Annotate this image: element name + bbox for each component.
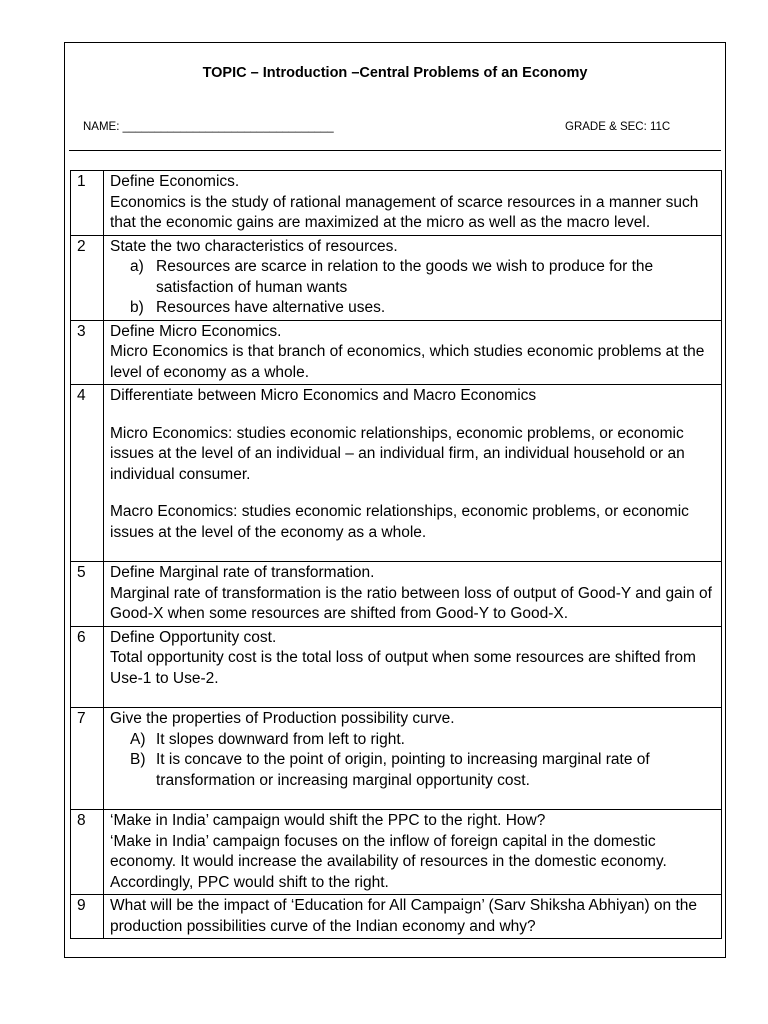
list-marker: b) xyxy=(130,299,144,316)
list-item xyxy=(110,730,715,751)
list-item-text: Resources have alternative uses. xyxy=(156,299,386,316)
question-text: Define Opportunity cost. xyxy=(110,628,277,646)
question-text: What will be the impact of ‘Education for All Campaign’ (Sarv Shiksha Abhiyan) on the production possibilities curve of the Indian economy and why? xyxy=(110,897,698,935)
question-cell xyxy=(104,171,722,236)
question-text: Define Economics. xyxy=(110,173,240,190)
question-number: 8 xyxy=(71,810,104,895)
worksheet-title: TOPIC – Introduction –Central Problems of an Economy xyxy=(202,65,588,81)
questions-table xyxy=(70,170,722,939)
list-item-text: It slopes downward from left to right. xyxy=(156,730,405,748)
list-item xyxy=(110,257,715,298)
question-text: ‘Make in India’ campaign would shift the PPC to the right. How? xyxy=(110,812,546,829)
answer-text: Economics is the study of rational management of scarce resources in a manner such that the economic gains are maximized at the micro as well as the macro level. xyxy=(110,193,699,231)
question-text: Give the properties of Production possibility curve. xyxy=(110,710,455,727)
micro-economics-answer: Micro Economics: studies economic relationships, economic problems, or economic issues at the level of an individual – an individual firm, an individual household or an individual consumer. xyxy=(110,424,685,483)
question-number: 3 xyxy=(71,320,104,385)
list-item xyxy=(110,750,715,791)
question-number: 1 xyxy=(71,171,104,236)
question-text: Differentiate between Micro Economics and Macro Economics xyxy=(110,387,537,404)
answer-text: Micro Economics is that branch of economics, which studies economic problems at the level of economy as a whole. xyxy=(110,343,705,381)
table-row xyxy=(71,895,722,939)
question-cell xyxy=(104,235,722,320)
table-row xyxy=(71,708,722,810)
answer-text: Marginal rate of transformation is the ratio between loss of output of Good-Y and gain of Good-X when some resources are shifted from Good-Y to Good-X. xyxy=(110,584,712,622)
question-number: 5 xyxy=(71,562,104,627)
question-cell xyxy=(104,626,722,708)
question-number: 4 xyxy=(71,385,104,562)
question-text: Define Micro Economics. xyxy=(110,322,282,340)
header-divider xyxy=(69,150,721,151)
table-row xyxy=(71,320,722,385)
name-field-label: NAME: _________________________________ xyxy=(83,121,334,133)
question-number: 2 xyxy=(71,235,104,320)
question-text: State the two characteristics of resources. xyxy=(110,237,398,255)
list-item-text: It is concave to the point of origin, pointing to increasing marginal rate of transformation or increasing marginal opportunity cost. xyxy=(156,751,650,789)
question-number: 9 xyxy=(71,895,104,939)
table-row xyxy=(71,385,722,562)
question-text: Define Marginal rate of transformation. xyxy=(110,564,375,581)
list-marker: A) xyxy=(130,730,146,748)
table-row xyxy=(71,810,722,895)
question-cell xyxy=(104,562,722,627)
question-cell xyxy=(104,385,722,562)
question-cell xyxy=(104,810,722,895)
answer-text: Total opportunity cost is the total loss of output when some resources are shifted from Use-1 to Use-2. xyxy=(110,649,696,687)
question-number: 6 xyxy=(71,626,104,708)
question-number: 7 xyxy=(71,708,104,810)
question-cell xyxy=(104,708,722,810)
table-row xyxy=(71,626,722,708)
list-marker: a) xyxy=(130,258,144,275)
grade-section-label: GRADE & SEC: 11C xyxy=(565,121,671,133)
list-item-text: Resources are scarce in relation to the goods we wish to produce for the satisfaction of human wants xyxy=(156,258,654,296)
list-marker: B) xyxy=(130,751,146,768)
table-row xyxy=(71,562,722,627)
question-cell xyxy=(104,895,722,939)
table-row xyxy=(71,235,722,320)
macro-economics-answer: Macro Economics: studies economic relationships, economic problems, or economic issues at the level of the economy as a whole. xyxy=(110,503,689,541)
question-cell xyxy=(104,320,722,385)
worksheet-frame xyxy=(64,42,726,958)
table-row xyxy=(71,171,722,236)
answer-text: ‘Make in India’ campaign focuses on the inflow of foreign capital in the domestic economy. It would increase the availability of resources in the domestic economy. Accordingly, PPC would shift to the right. xyxy=(110,832,667,891)
list-item xyxy=(110,298,715,319)
